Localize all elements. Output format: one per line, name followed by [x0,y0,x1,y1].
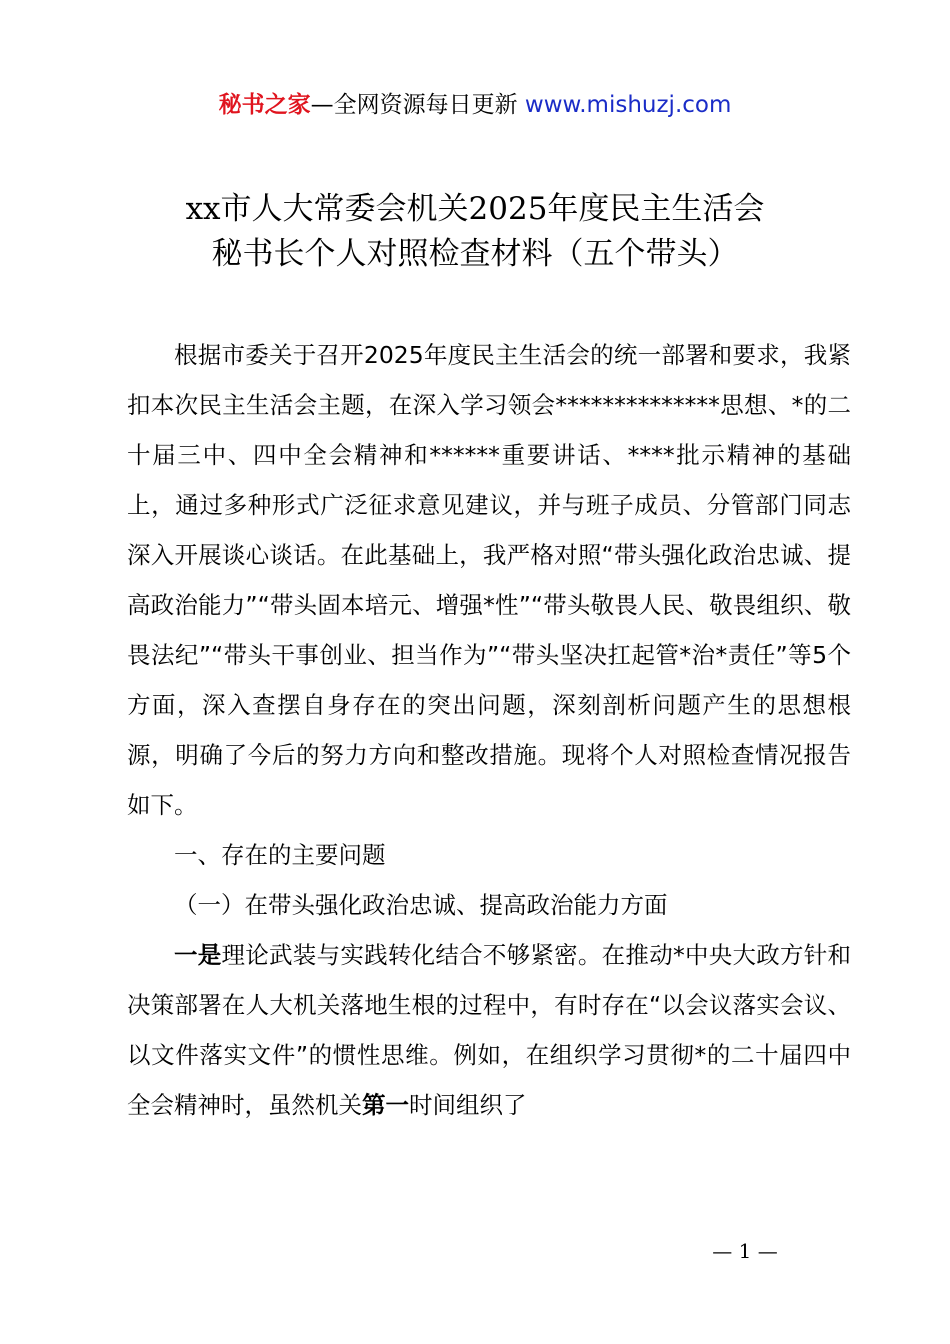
subsection-heading: （一）在带头强化政治忠诚、提高政治能力方面 [174,891,668,919]
page-number: — 1 — [712,1239,778,1263]
section-heading: 一、存在的主要问题 [174,841,386,869]
point-text-b: 时间组织了 [409,1091,527,1119]
brand-name: 秘书之家 [218,92,311,118]
point-bold-mid: 第一 [362,1091,409,1119]
document-title [0,188,950,275]
site-url-link[interactable]: www.mishuzj.com [524,92,732,118]
site-header [0,88,950,122]
point-paragraph [127,930,851,1130]
header-slogan: —全网资源每日更新 [310,92,525,118]
title-line-2: 秘书长个人对照检查材料（五个带头） [211,236,739,272]
document-body [127,330,851,1130]
point-text-a: 理论武装与实践转化结合不够紧密。在推动*中央大政方针和决策部署在人大机关落地生根的过程中，有时存在“以会议落实会议、以文件落实文件”的惯性思维。例如，在组织学习贯彻*的二十届四中全会精神时，虽然机关 [127,941,852,1119]
title-line-1: xx市人大常委会机关2025年度民主生活会 [185,191,765,227]
intro-paragraph: 根据市委关于召开2025年度民主生活会的统一部署和要求，我紧扣本次民主生活会主题，在深入学习领会**************思想、*的二十届三中、四中全会精神和******重要讲话、****批示精神的基础上，通过多种形式广泛征求意见建议，并与班子成员、分管部门同志深入开展谈心谈话。在此基础上，我严格对照“带头强化政治忠诚、提高政治能力”“带头固本培元、增强*性”“带头敬畏人民、敬畏组织、敬畏法纪”“带头干事创业、担当作为”“带头坚决扛起管*治*责任”等5个方面，深入查摆自身存在的突出问题，深刻剖析问题产生的思想根源，明确了今后的努力方向和整改措施。现将个人对照检查情况报告如下。 [127,341,851,819]
point-lead: 一是 [174,941,222,969]
